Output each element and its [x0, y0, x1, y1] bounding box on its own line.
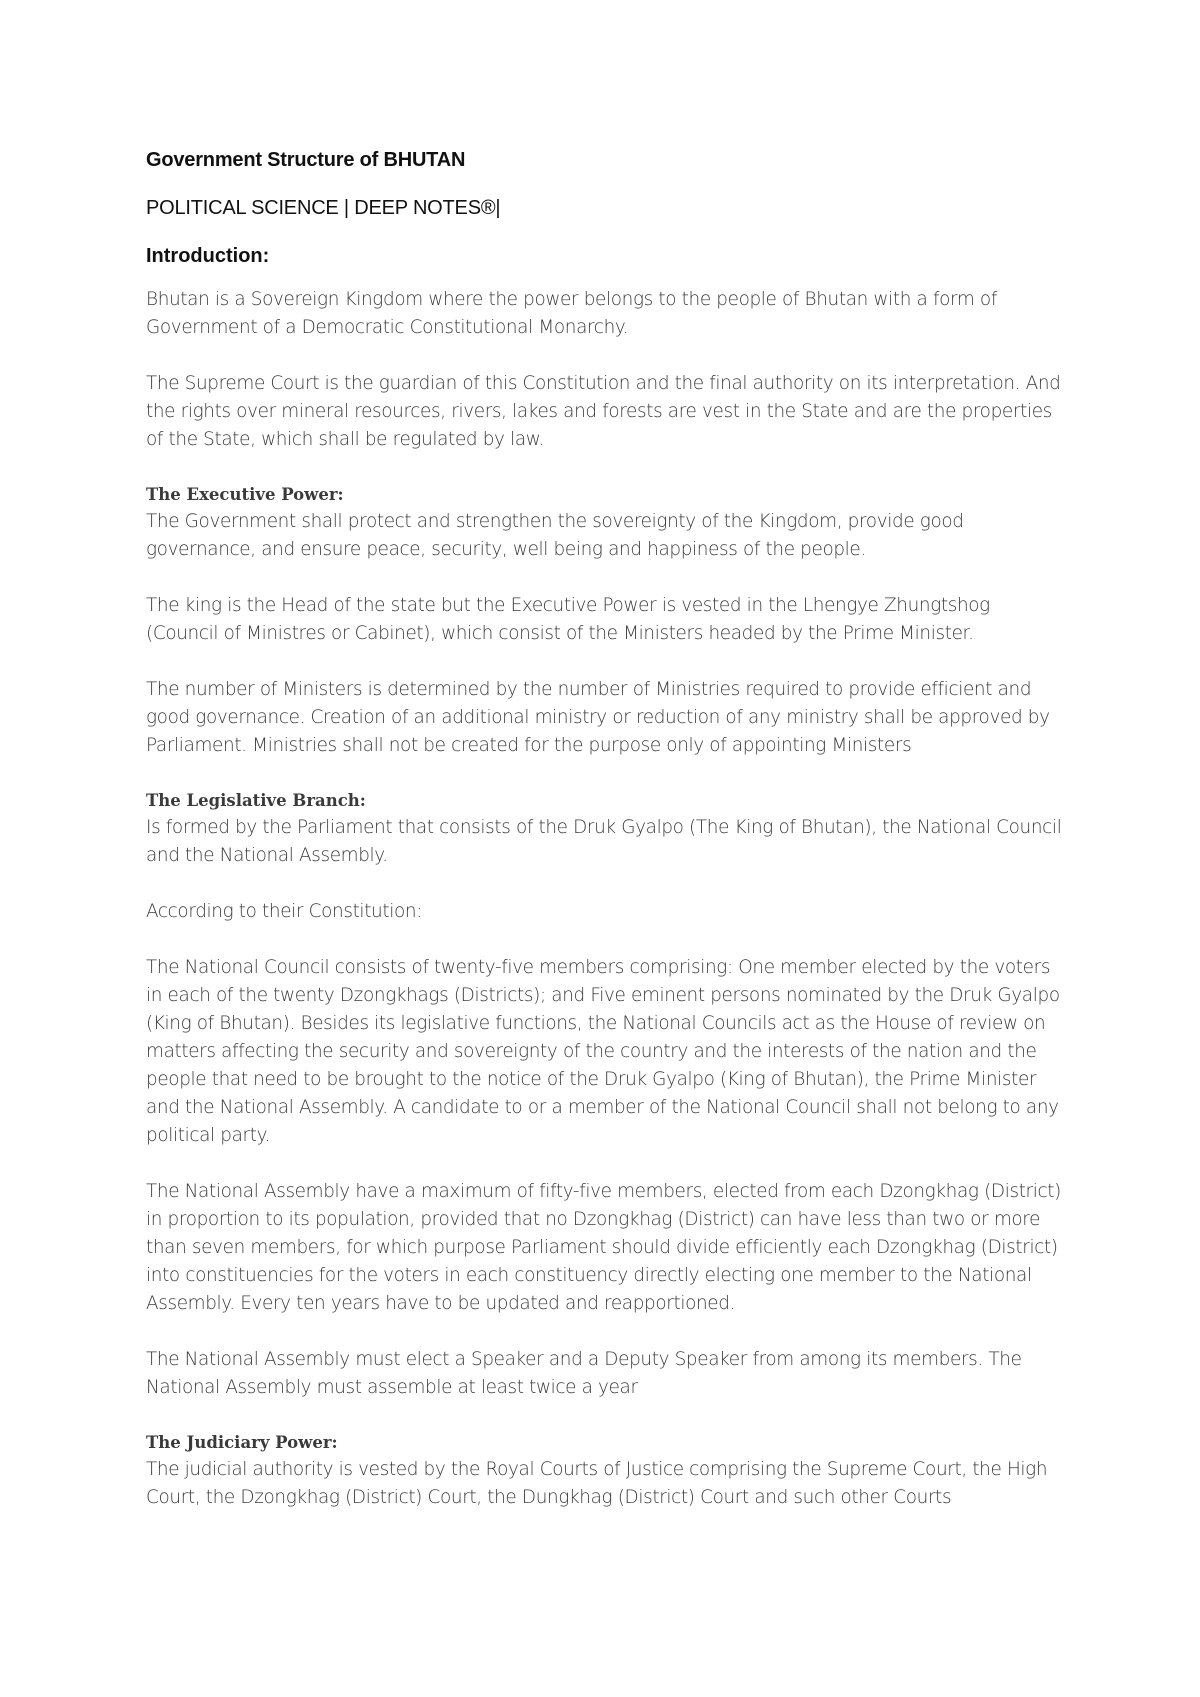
executive-section [146, 482, 1066, 760]
legislative-paragraph: Is formed by the Parliament that consists of the Druk Gyalpo (The King of Bhutan), the National Council and the National Assembly. [146, 817, 1062, 866]
document-title: Government Structure of BHUTAN [146, 149, 466, 171]
executive-paragraph: The number of Ministers is determined by the number of Ministries required to provide efficient and good governance. Creation of an additional ministry or reduction of any ministry shall be approved by Parliament. Ministries shall not be created for the purpose only of appointing Ministers [146, 679, 1050, 756]
executive-heading: The Executive Power: [146, 485, 344, 504]
intro-paragraph: Bhutan is a Sovereign Kingdom where the power belongs to the people of Bhutan with a form of Government of a Democratic Constitutional Monarchy. [146, 289, 997, 338]
document-subtitle: POLITICAL SCIENCE | DEEP NOTES®| [146, 197, 501, 219]
document-content [146, 146, 1066, 1540]
introduction-heading: Introduction: [146, 245, 270, 267]
executive-paragraph: The king is the Head of the state but the Executive Power is vested in the Lhengye Zhungtshog (Council of Ministres or Cabinet), which consist of the Ministers headed by the Prime Minister. [146, 595, 990, 644]
intro-paragraph: The Supreme Court is the guardian of this Constitution and the final authority on its interpretation. And the rights over mineral resources, rivers, lakes and forests are vest in the State and are the properties of the State, which shall be regulated by law. [146, 373, 1061, 450]
legislative-paragraph: The National Assembly must elect a Speaker and a Deputy Speaker from among its members. The National Assembly must assemble at least twice a year [146, 1349, 1022, 1398]
legislative-paragraph: The National Assembly have a maximum of fifty-five members, elected from each Dzongkhag (District) in proportion to its population, provided that no Dzongkhag (District) can have less than two or more than seven members, for which purpose Parliament should divide efficiently each Dzongkhag (District) into constituencies for the voters in each constituency directly electing one member to the National Assembly. Every ten years have to be updated and reapportioned. [146, 1181, 1061, 1314]
legislative-paragraph: According to their Constitution: [146, 901, 423, 922]
legislative-heading: The Legislative Branch: [146, 791, 366, 810]
judiciary-heading: The Judiciary Power: [146, 1433, 338, 1452]
legislative-section [146, 788, 1066, 1402]
executive-paragraph: The Government shall protect and strengthen the sovereignty of the Kingdom, provide good governance, and ensure peace, security, well being and happiness of the people. [146, 511, 964, 560]
legislative-paragraph: The National Council consists of twenty-five members comprising: One member elected by the voters in each of the twenty Dzongkhags (Districts); and Five eminent persons nominated by the Druk Gyalpo (King of Bhutan). Besides its legislative functions, the National Councils act as the House of review on matters affecting the security and sovereignty of the country and the interests of the nation and the people that need to be brought to the notice of the Druk Gyalpo (King of Bhutan), the Prime Minister and the National Assembly. A candidate to or a member of the National Council shall not belong to any political party. [146, 957, 1060, 1146]
judiciary-section [146, 1430, 1066, 1512]
judiciary-paragraph: The judicial authority is vested by the Royal Courts of Justice comprising the Supreme Court, the High Court, the Dzongkhag (District) Court, the Dungkhag (District) Court and such other Courts [146, 1459, 1048, 1508]
